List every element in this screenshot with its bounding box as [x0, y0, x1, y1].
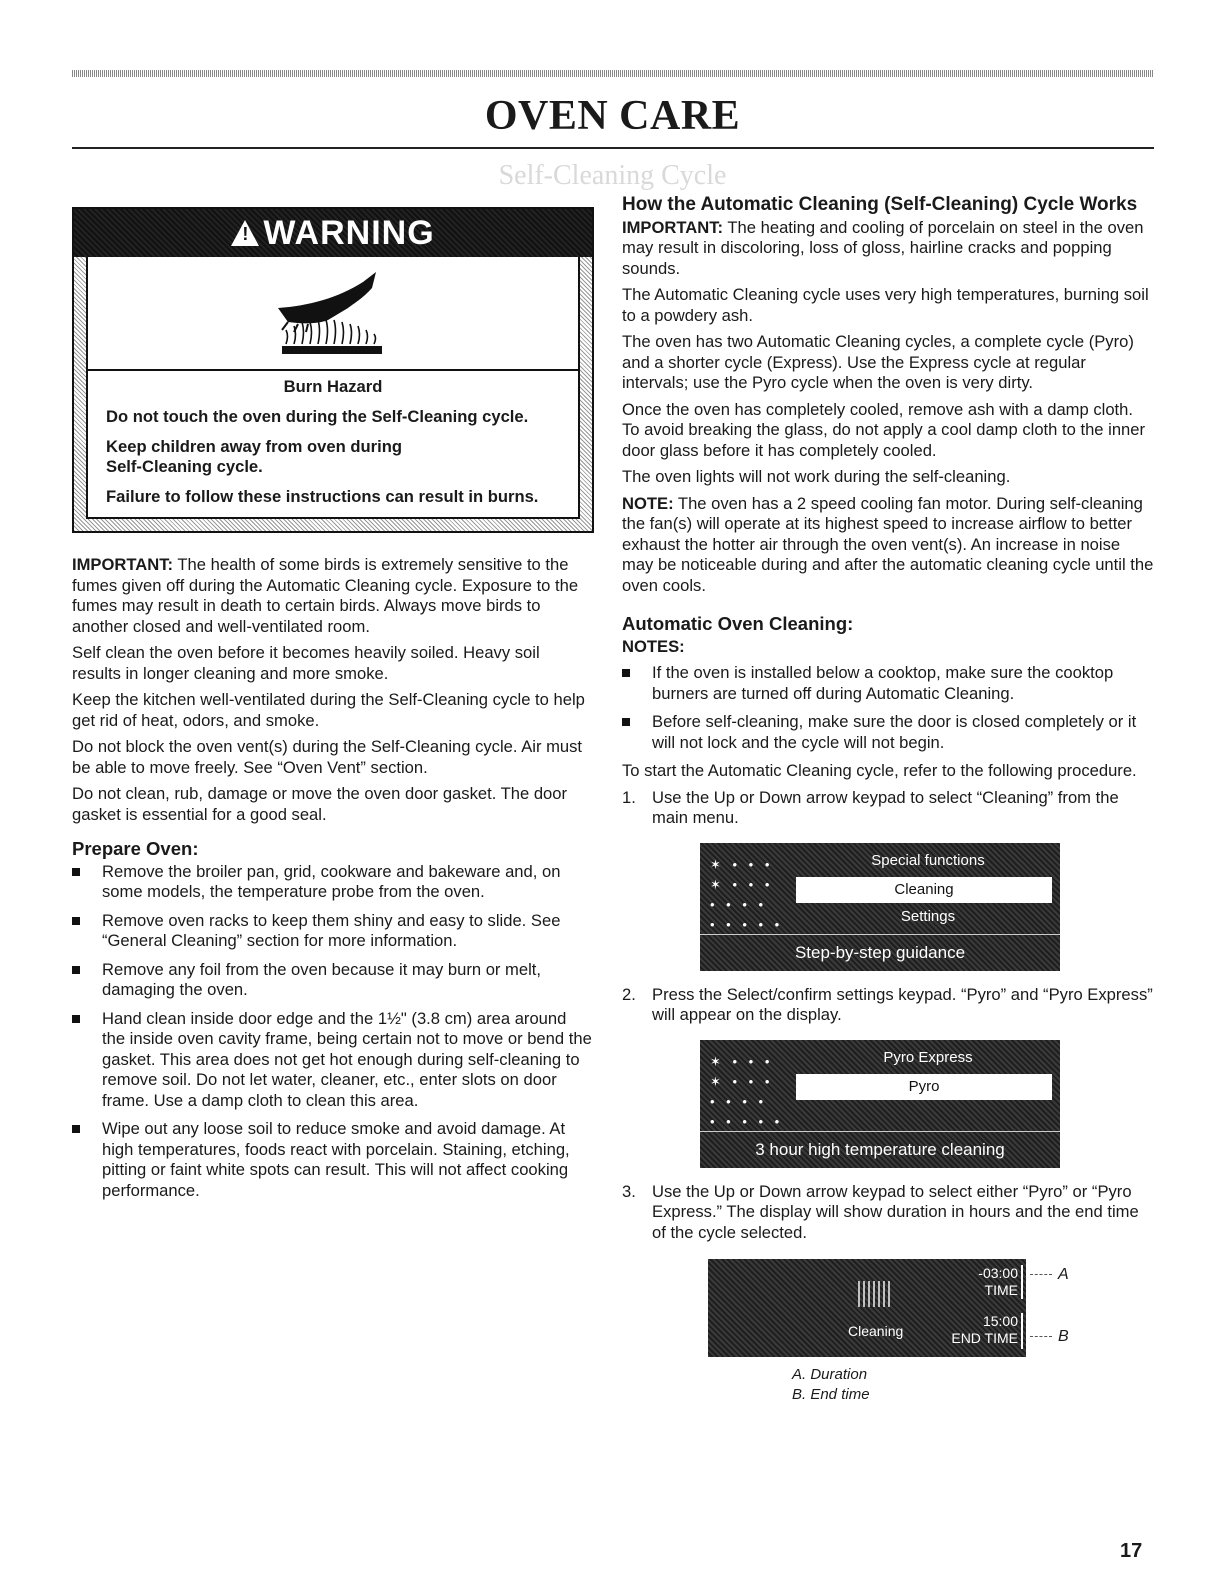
step-text: Press the Select/confirm settings keypad. “Pyro” and “Pyro Express” will appear on the display.: [652, 984, 1153, 1024]
caption-line-a: A. Duration: [792, 1366, 868, 1383]
warning-label: WARNING: [263, 213, 435, 252]
display-screen-1: [700, 843, 1060, 971]
step-number: 2.: [622, 984, 636, 1004]
right-para-4: The oven lights will not work during the self-cleaning.: [622, 467, 1011, 486]
steps-list: [622, 788, 1154, 829]
display-screen-3-wrap: [708, 1259, 1108, 1359]
notes-label: NOTES:: [622, 636, 685, 656]
callout-a: [1030, 1265, 1069, 1286]
step-item: [622, 788, 1154, 829]
left-para-4: Do not clean, rub, damage or move the oven door gasket. The door gasket is essential for a good seal.: [72, 784, 568, 824]
duration-value: -03:00: [978, 1265, 1018, 1281]
list-item: Hand clean inside door edge and the 1½" (3.8 cm) area around the inside oven cavity frame, being certain not to move or bend the gasket. This area does not get hot enough during self-cleaning to remove soil. Do not let water, cleaner, etc., enter slots on door frame. Use a damp cloth to clean this area.: [72, 1009, 592, 1112]
mode-label: Cleaning: [848, 1323, 904, 1339]
duration-readout: [978, 1265, 1018, 1299]
star-icon: ✶ • • • ✶ • • • • • • • • • • • •: [710, 856, 784, 932]
right-para-1: The Automatic Cleaning cycle uses very high temperatures, burning soil to a powdery ash.: [622, 285, 1149, 325]
duration-bar: [1021, 1265, 1023, 1299]
hazard-title: Burn Hazard: [283, 377, 383, 396]
left-para-2: Keep the kitchen well-ventilated during the Self-Cleaning cycle to help get rid of heat, odors, and smoke.: [72, 690, 585, 730]
end-time-readout: [951, 1313, 1018, 1347]
end-time-label: END TIME: [951, 1330, 1018, 1346]
screen-footer: 3 hour high temperature cleaning: [700, 1131, 1060, 1168]
how-important-para: [622, 218, 1154, 280]
grid-icon: [858, 1281, 892, 1307]
end-time-bar: [1021, 1313, 1023, 1349]
list-item: Remove the broiler pan, grid, cookware and bakeware and, on some models, the temperature probe from the oven.: [72, 862, 592, 903]
menu-item-settings: Settings: [900, 907, 956, 925]
steps-list: [622, 985, 1154, 1026]
important-text: The health of some birds is extremely sensitive to the fumes given off during the Automatic Cleaning cycle. Exposure to the fumes may result in death to certain birds. Always move birds to another closed and well-ventilated room.: [72, 555, 579, 636]
page-number: 17: [1120, 1540, 1143, 1562]
menu-item-special-functions: Special functions: [871, 851, 985, 869]
left-para-1: Self clean the oven before it becomes heavily soiled. Heavy soil results in longer cleaning and more smoke.: [72, 643, 540, 683]
step-item: [622, 985, 1154, 1026]
left-para-3: Do not block the oven vent(s) during the Self-Cleaning cycle. Air must be able to move freely. See “Oven Vent” section.: [72, 737, 583, 777]
steps-list: [622, 1182, 1154, 1244]
list-item: Remove oven racks to keep them shiny and easy to slide. See “General Cleaning” section for more information.: [72, 911, 592, 952]
prepare-heading: Prepare Oven:: [72, 838, 199, 859]
figure-caption: [792, 1365, 1154, 1405]
warning-box: [72, 207, 594, 533]
display-screen-2: [700, 1040, 1060, 1168]
menu-item-pyro-express: Pyro Express: [883, 1048, 973, 1066]
warning-line-3: Failure to follow these instructions can result in burns.: [106, 487, 539, 506]
page-title: OVEN CARE: [484, 93, 741, 139]
step-item: [622, 1182, 1154, 1244]
time-label: TIME: [984, 1282, 1018, 1298]
how-important-label: IMPORTANT:: [622, 217, 724, 237]
warning-text: [88, 371, 578, 517]
caption-line-b: B. End time: [792, 1386, 870, 1403]
how-important-text: The heating and cooling of porcelain on steel in the oven may result in discoloring, loss of gloss, hairline cracks and popping sounds.: [622, 217, 1144, 278]
right-column: [622, 195, 1154, 1405]
right-para-2: The oven has two Automatic Cleaning cycles, a complete cycle (Pyro) and a shorter cycle (Express). Use the Express cycle at regular intervals; use the Pyro cycle when the oven is very dirty.: [622, 332, 1134, 392]
warning-line-2: Keep children away from oven during Self-Cleaning cycle.: [106, 437, 402, 476]
display-screen-3: [708, 1259, 1026, 1357]
how-heading: How the Automatic Cleaning (Self-Cleaning) Cycle Works: [622, 194, 1138, 215]
screen-footer: Step-by-step guidance: [700, 934, 1060, 971]
prepare-list: [72, 862, 592, 1202]
warning-line-1: Do not touch the oven during the Self-Cleaning cycle.: [106, 407, 529, 426]
important-label: IMPORTANT:: [72, 555, 174, 574]
auto-heading: Automatic Oven Cleaning:: [622, 613, 854, 634]
list-item: Wipe out any loose soil to reduce smoke and avoid damage. At high temperatures, foods react with porcelain. Staining, etching, pitting or faint white spots can result. This will not affect cooking performance.: [72, 1119, 592, 1201]
right-para-3: Once the oven has completely cooled, remove ash with a damp cloth. To avoid breaking the glass, do not apply a cool damp cloth to the inner door glass before it has completely cooled.: [622, 399, 1146, 460]
step-text: Use the Up or Down arrow keypad to select “Cleaning” from the main menu.: [652, 787, 1119, 827]
menu-item-pyro-selected: Pyro: [796, 1074, 1052, 1100]
step-text: Use the Up or Down arrow keypad to select either “Pyro” or “Pyro Express.” The display will show duration in hours and the end time of the cycle selected.: [652, 1181, 1139, 1242]
important-para: [72, 555, 592, 637]
step-number: 3.: [622, 1181, 636, 1201]
start-para: To start the Automatic Cleaning cycle, refer to the following procedure.: [622, 761, 1137, 780]
left-column: [72, 207, 592, 1209]
title-rule: [72, 147, 1154, 149]
note-para: [622, 494, 1154, 597]
star-icon: ✶ • • • ✶ • • • • • • • • • • • •: [710, 1053, 784, 1129]
notes-list: [622, 663, 1154, 753]
top-stripe: [72, 70, 1154, 77]
callout-a-label: A: [1058, 1266, 1069, 1283]
menu-item-cleaning-selected: Cleaning: [796, 877, 1052, 903]
callout-b-label: B: [1058, 1328, 1069, 1345]
list-item: If the oven is installed below a cooktop, make sure the cooktop burners are turned off during Automatic Cleaning.: [622, 663, 1154, 704]
step-number: 1.: [622, 787, 636, 807]
list-item: Before self-cleaning, make sure the door is closed completely or it will not lock and the cycle will not begin.: [622, 712, 1154, 753]
warning-header: [74, 209, 592, 257]
note-label: NOTE:: [622, 493, 674, 513]
warning-frame: [74, 257, 592, 531]
warning-triangle-icon: [231, 220, 259, 246]
burn-hazard-icon: [88, 257, 578, 371]
callout-b: [1030, 1327, 1069, 1348]
note-text: The oven has a 2 speed cooling fan motor. During self-cleaning the fan(s) will operate at its highest speed to increase airflow to better exhaust the hotter air through the oven vent(s). An increase in noise may be noticeable during and after the automatic cleaning cycle until the oven cools.: [622, 493, 1154, 595]
warning-body: [86, 257, 580, 519]
list-item: Remove any foil from the oven because it may burn or melt, damaging the oven.: [72, 960, 592, 1001]
section-title: Self-Cleaning Cycle: [498, 160, 727, 191]
end-value: 15:00: [982, 1313, 1018, 1329]
